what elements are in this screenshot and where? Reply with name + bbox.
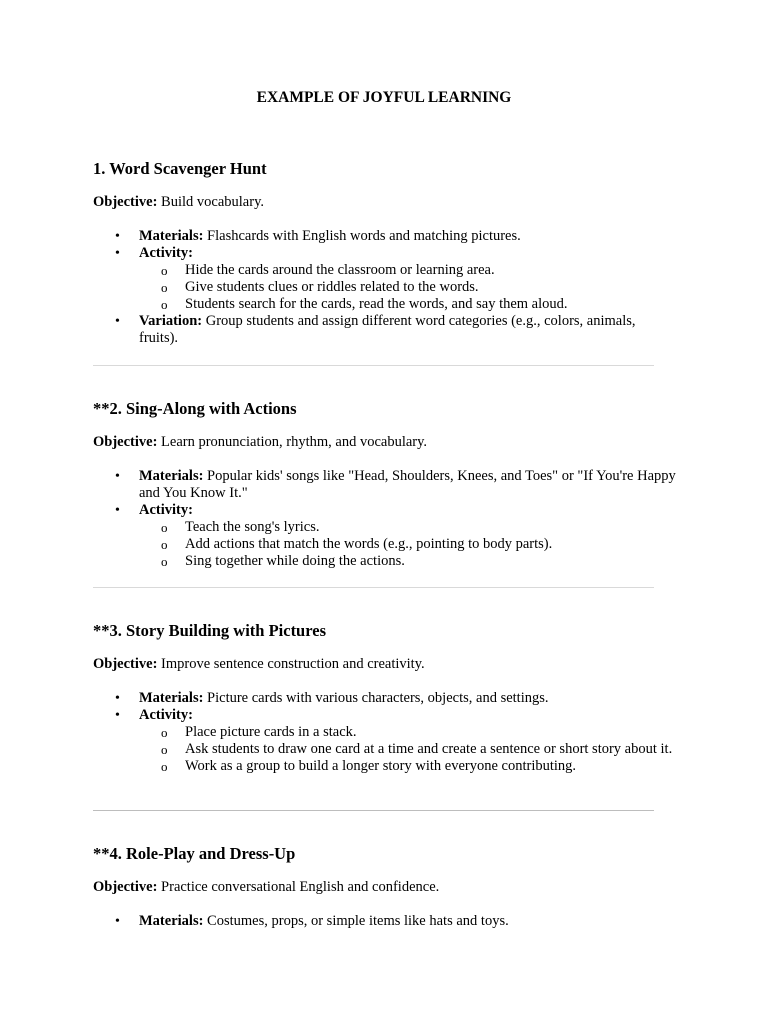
objective bbox=[93, 656, 425, 673]
activity-step: o Teach the song's lyrics. bbox=[139, 519, 678, 536]
materials-label: Materials: bbox=[139, 468, 204, 484]
section-story-building bbox=[93, 621, 678, 774]
list-item-materials bbox=[93, 690, 678, 707]
materials-text: Flashcards with English words and matching pictures. bbox=[203, 228, 521, 244]
document-title: EXAMPLE OF JOYFUL LEARNING bbox=[256, 89, 512, 106]
materials-text: Picture cards with various characters, objects, and settings. bbox=[203, 690, 549, 706]
list-item-materials bbox=[93, 468, 678, 502]
section-heading: **4. Role-Play and Dress-Up bbox=[93, 844, 296, 863]
details-list bbox=[93, 468, 678, 570]
objective bbox=[93, 434, 427, 451]
activity-step: o Students search for the cards, read the words, and say them aloud. bbox=[139, 296, 678, 313]
list-item-materials bbox=[93, 913, 678, 930]
section-heading: **3. Story Building with Pictures bbox=[93, 621, 327, 640]
activity-step: o Add actions that match the words (e.g., pointing to body parts). bbox=[139, 536, 678, 553]
objective-label: Objective: bbox=[93, 434, 158, 450]
details-list bbox=[93, 913, 678, 930]
materials-text: Popular kids' songs like "Head, Shoulders, Knees, and Toes" or "If You're Happy and You Know It." bbox=[139, 468, 676, 501]
activity-step: o Sing together while doing the actions. bbox=[139, 553, 678, 570]
activity-steps bbox=[139, 262, 678, 313]
section-divider bbox=[93, 365, 654, 366]
section-word-scavenger-hunt bbox=[93, 159, 678, 346]
section-sing-along bbox=[93, 399, 678, 569]
activity-label: Activity: bbox=[139, 707, 193, 723]
activity-label: Activity: bbox=[139, 502, 193, 518]
materials-label: Materials: bbox=[139, 228, 204, 244]
materials-label: Materials: bbox=[139, 913, 204, 929]
list-item-variation bbox=[93, 313, 678, 347]
list-item-materials bbox=[93, 228, 678, 245]
objective-text: Build vocabulary. bbox=[157, 194, 264, 210]
activity-step: o Ask students to draw one card at a time and create a sentence or short story about it. bbox=[139, 741, 678, 758]
objective-label: Objective: bbox=[93, 656, 158, 672]
section-heading: **2. Sing-Along with Actions bbox=[93, 399, 297, 418]
section-role-play bbox=[93, 844, 678, 929]
variation-text: Group students and assign different word categories (e.g., colors, animals, fruits). bbox=[139, 313, 636, 346]
activity-steps bbox=[139, 724, 678, 775]
section-divider bbox=[93, 810, 654, 811]
list-item-activity bbox=[93, 502, 678, 570]
objective bbox=[93, 194, 264, 211]
objective-text: Practice conversational English and confidence. bbox=[157, 879, 440, 895]
activity-label: Activity: bbox=[139, 245, 193, 261]
objective-text: Improve sentence construction and creativity. bbox=[157, 656, 425, 672]
objective bbox=[93, 879, 439, 896]
list-item-activity bbox=[93, 707, 678, 775]
objective-label: Objective: bbox=[93, 879, 158, 895]
activity-step: o Work as a group to build a longer story with everyone contributing. bbox=[139, 758, 678, 775]
details-list bbox=[93, 228, 678, 347]
activity-steps bbox=[139, 519, 678, 570]
section-divider bbox=[93, 587, 654, 588]
activity-step: o Give students clues or riddles related to the words. bbox=[139, 279, 678, 296]
variation-label: Variation: bbox=[139, 313, 203, 329]
materials-label: Materials: bbox=[139, 690, 204, 706]
section-heading: 1. Word Scavenger Hunt bbox=[93, 159, 267, 178]
activity-step: o Hide the cards around the classroom or learning area. bbox=[139, 262, 678, 279]
objective-text: Learn pronunciation, rhythm, and vocabulary. bbox=[157, 434, 428, 450]
materials-text: Costumes, props, or simple items like hats and toys. bbox=[203, 913, 509, 929]
objective-label: Objective: bbox=[93, 194, 158, 210]
list-item-activity bbox=[93, 245, 678, 313]
activity-step: o Place picture cards in a stack. bbox=[139, 724, 678, 741]
details-list bbox=[93, 690, 678, 775]
